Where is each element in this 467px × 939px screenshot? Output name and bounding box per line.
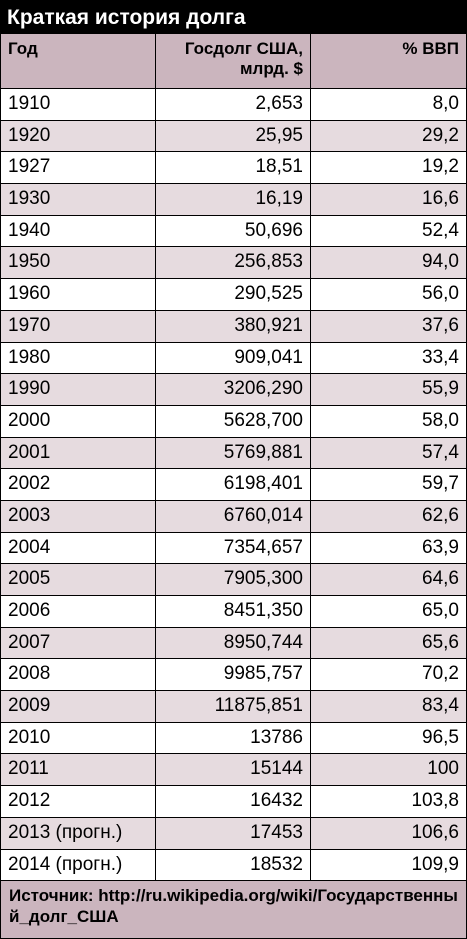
cell-gdp: 100 <box>427 758 459 780</box>
cell-year: 1980 <box>1 343 156 374</box>
cell-year: 1970 <box>1 311 156 342</box>
cell-debt: 13786 <box>156 723 311 754</box>
cell-gdp: 16,6 <box>422 188 459 210</box>
cell-gdp: 103,8 <box>411 790 459 812</box>
cell-year: 1930 <box>1 184 156 215</box>
cell-gdp: 58,0 <box>422 409 459 431</box>
table-row <box>1 533 466 565</box>
cell-gdp: 33,4 <box>422 346 459 368</box>
cell-debt: 8451,350 <box>156 596 311 627</box>
cell-debt: 3206,290 <box>156 374 311 405</box>
table-row <box>1 850 466 882</box>
cell-gdp: 94,0 <box>422 251 459 273</box>
table-row <box>1 596 466 628</box>
cell-year: 2010 <box>1 723 156 754</box>
table-body <box>1 89 466 881</box>
cell-debt: 16,19 <box>156 184 311 215</box>
cell-debt: 18,51 <box>156 152 311 183</box>
cell-year: 2004 <box>1 533 156 564</box>
cell-debt: 17453 <box>156 818 311 849</box>
cell-year: 2007 <box>1 628 156 659</box>
table-row <box>1 754 466 786</box>
cell-gdp: 65,0 <box>422 600 459 621</box>
cell-year: 1960 <box>1 279 156 310</box>
cell-debt: 50,696 <box>156 216 311 247</box>
cell-gdp: 59,7 <box>422 473 459 495</box>
cell-gdp: 37,6 <box>422 314 459 336</box>
cell-gdp: 8,0 <box>432 93 459 114</box>
cell-gdp: 52,4 <box>422 219 459 241</box>
cell-debt: 7905,300 <box>156 564 311 595</box>
table-row <box>1 723 466 755</box>
cell-year: 2011 <box>1 754 156 785</box>
cell-gdp: 56,0 <box>422 283 459 305</box>
cell-year: 1920 <box>1 121 156 152</box>
cell-year: 2009 <box>1 691 156 722</box>
table-row <box>1 311 466 343</box>
table-row <box>1 501 466 533</box>
cell-debt: 2,653 <box>156 89 311 120</box>
table-row <box>1 786 466 818</box>
header-debt: Госдолг США, млрд. $ <box>156 34 311 88</box>
table-row <box>1 152 466 184</box>
cell-debt: 18532 <box>156 850 311 881</box>
table-row <box>1 279 466 311</box>
cell-year: 1927 <box>1 152 156 183</box>
header-gdp: % ВВП <box>402 39 459 58</box>
table-row <box>1 564 466 596</box>
cell-debt: 8950,744 <box>156 628 311 659</box>
cell-year: 2000 <box>1 406 156 437</box>
table-row <box>1 818 466 850</box>
cell-year: 2003 <box>1 501 156 532</box>
cell-debt: 6760,014 <box>156 501 311 532</box>
table-row <box>1 121 466 153</box>
cell-year: 2014 (прогн.) <box>1 850 156 881</box>
table-row <box>1 374 466 406</box>
cell-year: 1990 <box>1 374 156 405</box>
cell-gdp: 70,2 <box>422 663 459 685</box>
table-row <box>1 691 466 723</box>
cell-debt: 16432 <box>156 786 311 817</box>
cell-debt: 5628,700 <box>156 406 311 437</box>
cell-gdp: 83,4 <box>422 695 459 717</box>
table-row <box>1 89 466 121</box>
cell-gdp: 96,5 <box>422 726 459 748</box>
cell-debt: 6198,401 <box>156 469 311 500</box>
cell-year: 2008 <box>1 659 156 690</box>
cell-debt: 256,853 <box>156 247 311 278</box>
cell-gdp: 63,9 <box>422 536 459 558</box>
table-row <box>1 184 466 216</box>
cell-debt: 909,041 <box>156 343 311 374</box>
table-row <box>1 659 466 691</box>
cell-year: 2013 (прогн.) <box>1 818 156 849</box>
cell-year: 1940 <box>1 216 156 247</box>
cell-debt: 15144 <box>156 754 311 785</box>
cell-year: 2012 <box>1 786 156 817</box>
cell-gdp: 57,4 <box>422 441 459 463</box>
cell-gdp: 29,2 <box>422 124 459 146</box>
table-row <box>1 438 466 470</box>
table-row <box>1 247 466 279</box>
cell-gdp: 55,9 <box>422 378 459 400</box>
cell-debt: 5769,881 <box>156 438 311 469</box>
cell-year: 1950 <box>1 247 156 278</box>
table-row <box>1 469 466 501</box>
table-header-row <box>1 34 466 89</box>
cell-gdp: 106,6 <box>411 821 459 843</box>
cell-debt: 11875,851 <box>156 691 311 722</box>
table-row <box>1 628 466 660</box>
cell-debt: 9985,757 <box>156 659 311 690</box>
cell-year: 1910 <box>1 89 156 120</box>
cell-year: 2005 <box>1 564 156 595</box>
header-year: Год <box>1 34 156 88</box>
cell-debt: 7354,657 <box>156 533 311 564</box>
cell-debt: 25,95 <box>156 121 311 152</box>
source-note: Источник: http://ru.wikipedia.org/wiki/Государственный_долг_США <box>1 881 466 938</box>
cell-gdp: 65,6 <box>422 631 459 653</box>
cell-debt: 290,525 <box>156 279 311 310</box>
cell-year: 2006 <box>1 596 156 627</box>
table-row <box>1 343 466 375</box>
table-title: Краткая история долга <box>1 1 466 34</box>
cell-year: 2001 <box>1 438 156 469</box>
cell-gdp: 64,6 <box>422 568 459 590</box>
table-row <box>1 216 466 248</box>
cell-gdp: 62,6 <box>422 504 459 526</box>
cell-year: 2002 <box>1 469 156 500</box>
cell-gdp: 109,9 <box>411 853 459 875</box>
cell-debt: 380,921 <box>156 311 311 342</box>
cell-gdp: 19,2 <box>422 156 459 178</box>
table-row <box>1 406 466 438</box>
